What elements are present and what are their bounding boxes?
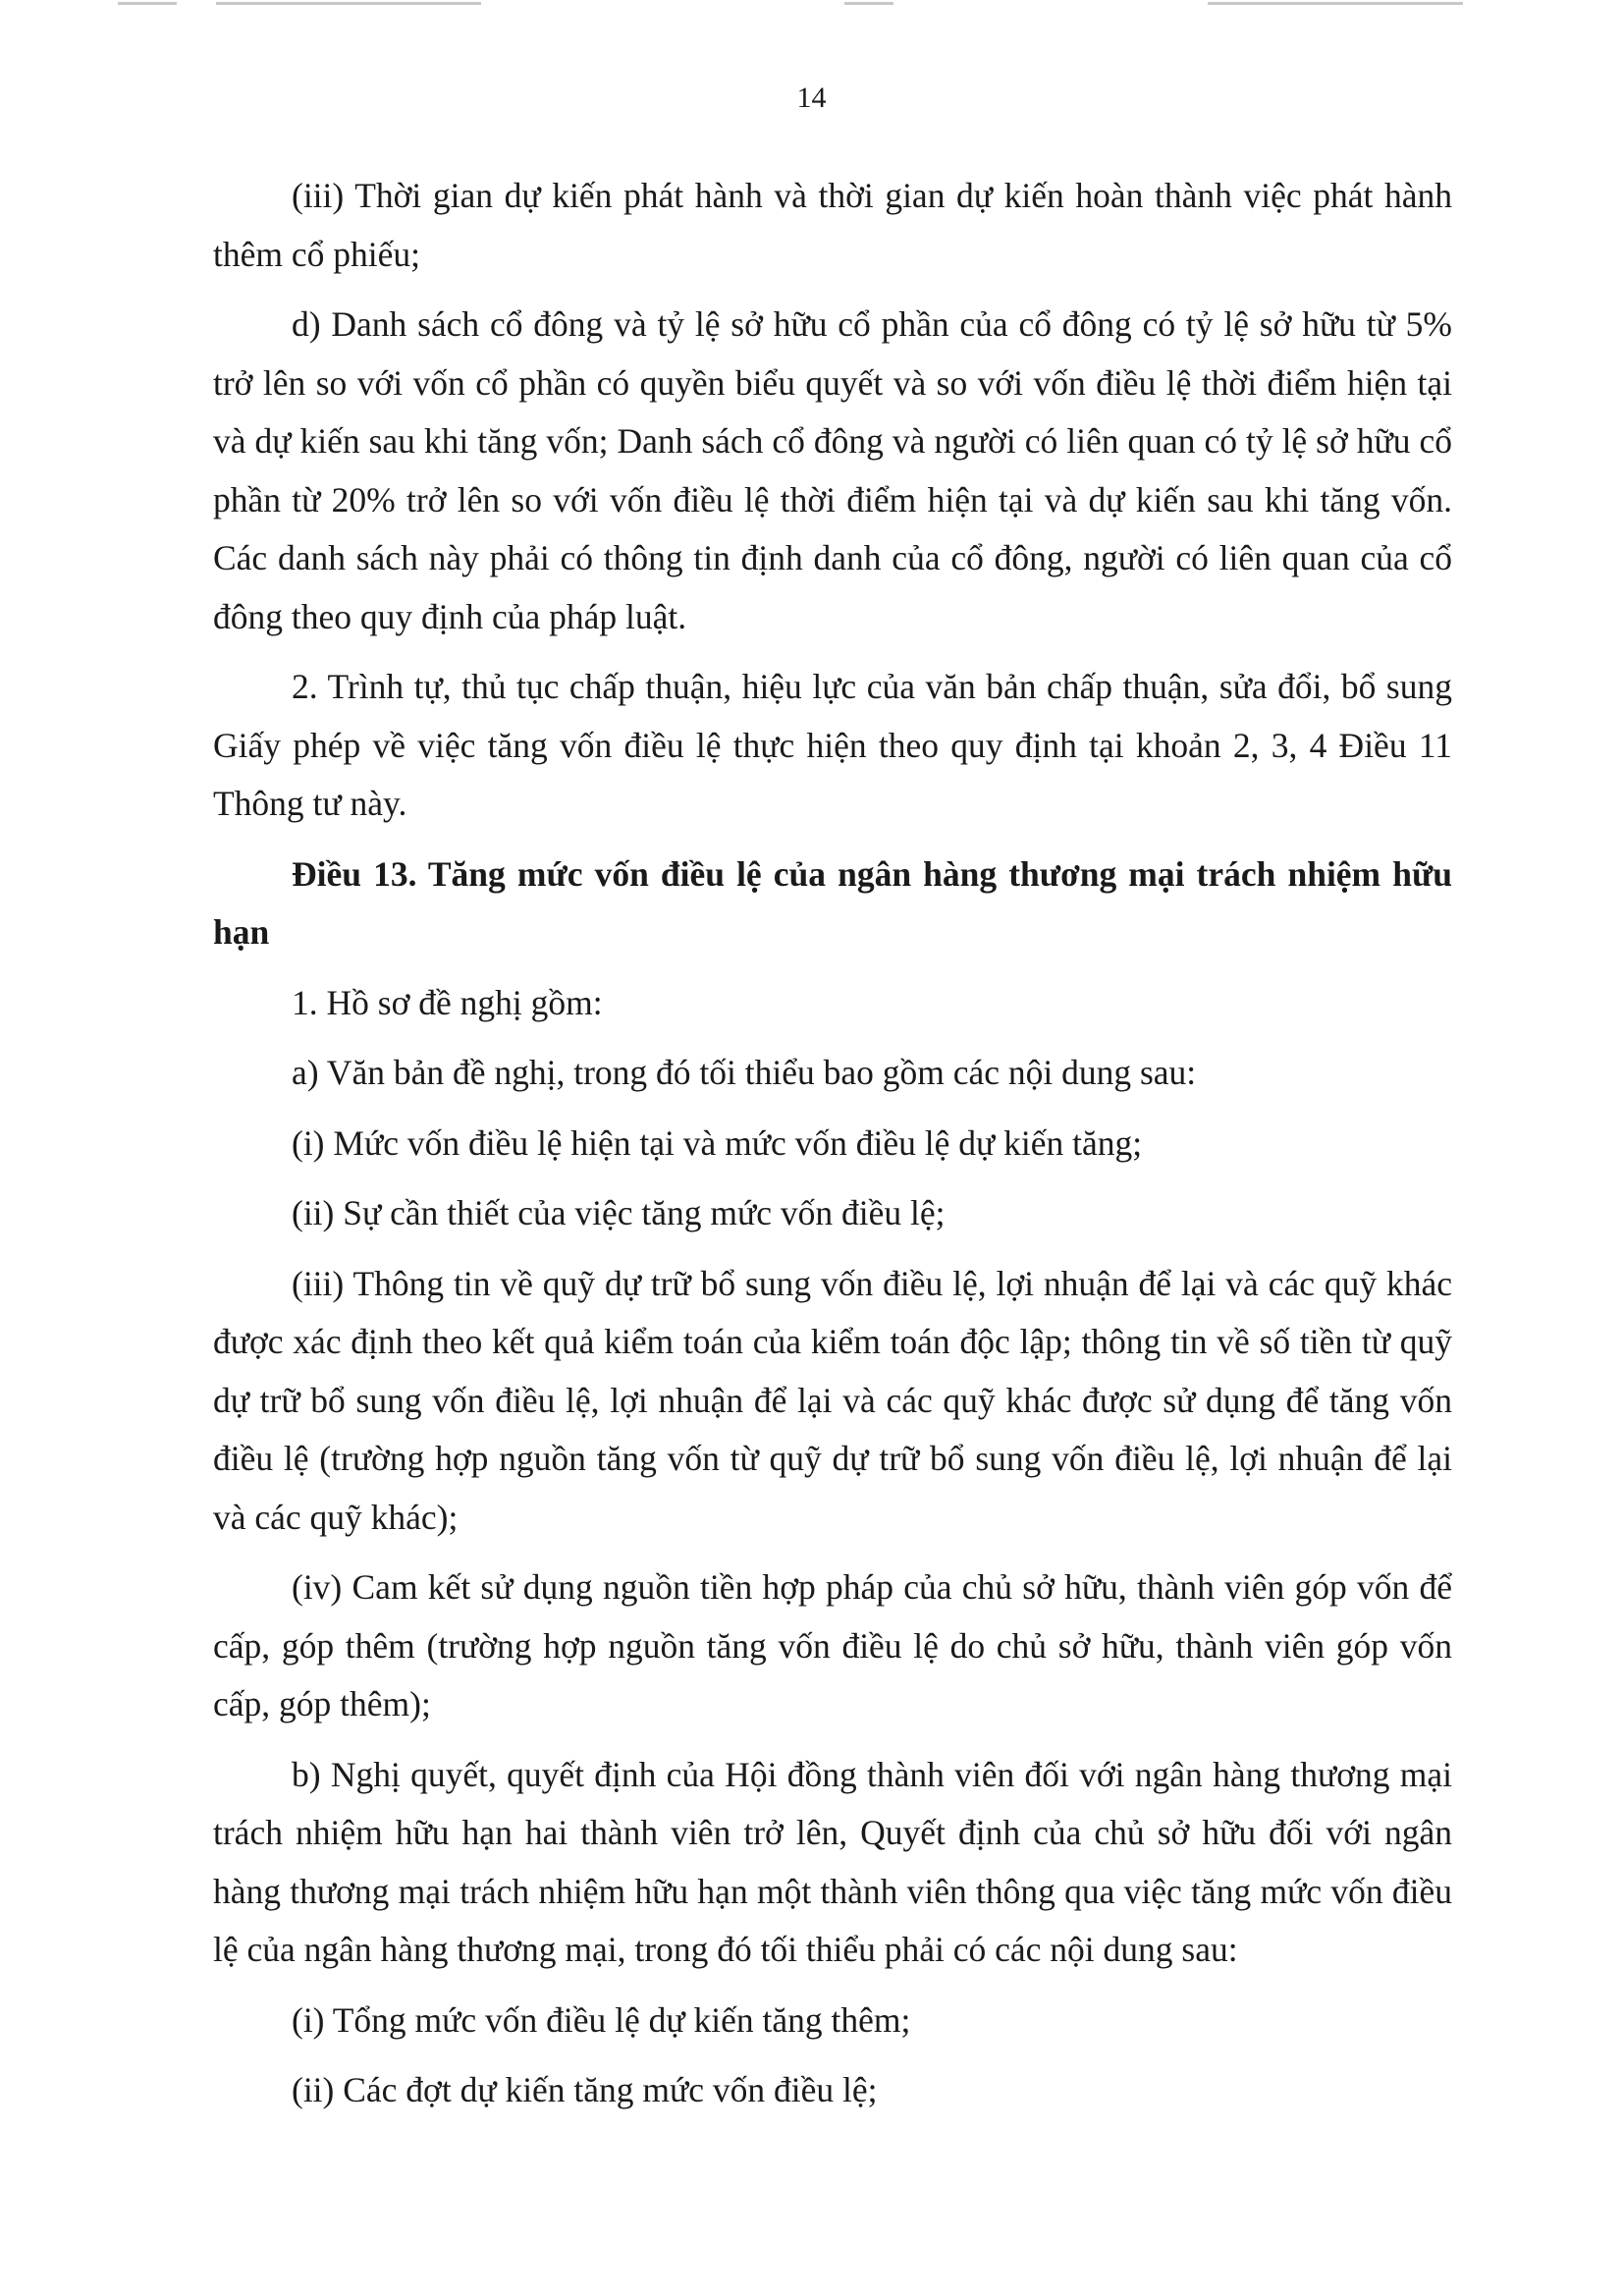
paragraph-current-capital: (i) Mức vốn điều lệ hiện tại và mức vốn điều lệ dự kiến tăng; [292,1122,1143,1163]
paragraph-reserve-fund-info: (iii) Thông tin về quỹ dự trữ bổ sung vốn điều lệ, lợi nhuận để lại và các quỹ khác được xác định theo kết quả kiểm toán của kiểm toán độc lập; thông tin về số tiền từ quỹ dự trữ bổ sung vốn điều lệ, lợi nhuận để lại và các quỹ khác được sử dụng để tăng vốn điều lệ (trường hợp nguồn tăng vốn từ quỹ dự trữ bổ sung vốn điều lệ, lợi nhuận để lại và các quỹ khác); [213,1263,1452,1537]
paragraph-increase-phases: (ii) Các đợt dự kiến tăng mức vốn điều lệ; [292,2070,878,2109]
paragraph-resolution: b) Nghị quyết, quyết định của Hội đồng thành viên đối với ngân hàng thương mại trách nhiệm hữu hạn hai thành viên trở lên, Quyết định của chủ sở hữu đối với ngân hàng thương mại trách nhiệm hữu hạn một thành viên thông qua việc tăng mức vốn điều lệ của ngân hàng thương mại, trong đó tối thiểu phải có các nội dung sau: [213,1754,1452,1969]
paragraph-necessity: (ii) Sự cần thiết của việc tăng mức vốn điều lệ; [292,1193,946,1232]
paragraph-shareholder-list: d) Danh sách cổ đông và tỷ lệ sở hữu cổ phần của cổ đông có tỷ lệ sở hữu từ 5% trở lên so với vốn cổ phần có quyền biểu quyết và so với vốn điều lệ thời điểm hiện tại và dự kiến sau khi tăng vốn; Danh sách cổ đông và người có liên quan có tỷ lệ sở hữu cổ phần từ 20% trở lên so với vốn điều lệ thời điểm hiện tại và dự kiến sau khi tăng vốn. Các danh sách này phải có thông tin định danh của cổ đông, người có liên quan của cổ đông theo quy định của pháp luật. [213,304,1452,636]
scan-edge-marks [0,0,1623,14]
document-body [213,167,1452,2132]
paragraph-total-increase: (i) Tổng mức vốn điều lệ dự kiến tăng thêm; [292,1999,911,2040]
page-number: 14 [796,82,827,114]
paragraph-approval-procedure: 2. Trình tự, thủ tục chấp thuận, hiệu lực của văn bản chấp thuận, sửa đổi, bổ sung Giấy phép về việc tăng vốn điều lệ thực hiện theo quy định tại khoản 2, 3, 4 Điều 11 Thông tư này. [213,667,1452,823]
article-13-heading: Điều 13. Tăng mức vốn điều lệ của ngân hàng thương mại trách nhiệm hữu hạn [213,853,1452,952]
paragraph-request-letter: a) Văn bản đề nghị, trong đó tối thiểu bao gồm các nội dung sau: [292,1053,1197,1092]
paragraph-dossier: 1. Hồ sơ đề nghị gồm: [292,982,603,1022]
paragraph-issuance-timeline: (iii) Thời gian dự kiến phát hành và thời gian dự kiến hoàn thành việc phát hành thêm cổ phiếu; [213,176,1452,274]
paragraph-lawful-funds-commitment: (iv) Cam kết sử dụng nguồn tiền hợp pháp của chủ sở hữu, thành viên góp vốn để cấp, góp thêm (trường hợp nguồn tăng vốn điều lệ do chủ sở hữu, thành viên góp vốn cấp, góp thêm); [213,1567,1452,1723]
